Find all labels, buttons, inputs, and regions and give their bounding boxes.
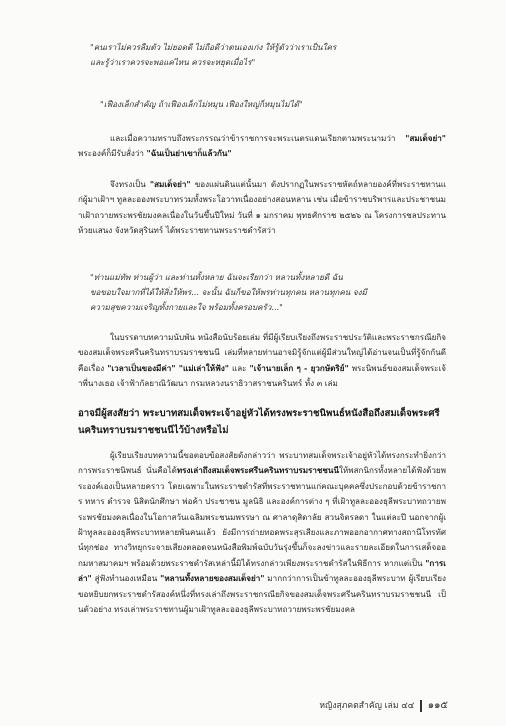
para-3-text-c: พระนิพนธ์ของสมเด็จพระเจ้าพี่นางเธอ เจ้าฟ้ากัลยาณิวัฒนา กรมหลวงนราธิวาสราชนครินทร์ ทั้ง ๓ เล่ม [78,362,447,389]
para-1-bold-a: "สมเด็จย่า" [405,133,446,143]
page-footer [319,698,448,713]
para-3-text-b: และ [229,362,250,373]
paragraph-3 [78,330,446,392]
para-4-text-c: สู่ฟังทำนองเหมือน [91,573,161,584]
quote-3-line-3: ความสุขความเจริญทั้งกายและใจ พร้อมทั้งครอบครัว..." [90,302,283,312]
quote-1-line-2: และรู้ว่าเราควรจะพอแค่ไหน ควรจะหยุดเมื่อไร" [90,57,256,67]
para-4-text-b: ให้พสกนิกรทั้งหลายได้ฟังด้วยพระองค์เองเป็นหลายคราว โดยเฉพาะในพระราชดำรัสที่พระราชทานแก่คณะบุคคลซึ่งประกอบด้วยข้าราชการ ทหาร ตำรวจ นิสิตนักศึกษา พ่อค้า ประชาชน มูลนิธิ และองค์การต่าง ๆ ที่เฝ้าทูลละอองธุลีพระบาทถวายพระพรชัยมงคลเนื่องในโอกาสวันเฉลิมพระชนมพรรษา ณ ศาลาดุสิดาลัย สวนจิตรลดา ในแต่ละปี นอกจากผู้เฝ้าทูลละอองธุลีพระบาทหลายพันคนแล้ว ยังมีการถ่ายทอดพระสุรเสียงและภาพออกอากาศทางสถานีโทรทัศน์ทุกช่อง ทางวิทยุกระจายเสียงตลอดจนหนังสือพิมพ์ฉบับวันรุ่งขึ้นก็จะลงข่าวและรายละเอียดในการเสด็จออกมหาสมาคมฯ พร้อมด้วยพระราชดำรัสเหล่านี้มิได้ทรงกล่าวเพียงพระราชดำรัสในพิธีการ หากแต่เป็น [78,465,446,568]
para-1-text-a: และเมื่อความทราบถึงพระกรรณว่าข้าราชการจะพระเนตรแดนเรียกตามพระนามว่า [110,133,406,143]
paragraph-2 [78,177,446,239]
paragraph-1 [78,131,446,162]
para-1-bold-b: "ฉันเป็นย่าเขาก็แล้วกัน" [146,148,232,159]
quote-block-2 [100,97,440,112]
quote-block-1 [90,40,430,70]
footer-separator [420,700,422,712]
para-2-bold-a: "สมเด็จย่า" [149,179,191,189]
para-2-text-a: จึงทรงเป็น [110,179,150,189]
quote-2-line: "เฟืองเล็กสำคัญ ถ้าเฟืองเล็กไม่หมุน เฟืองใหญ่ก็หมุนไม่ได้" [100,99,303,109]
quote-3-line-2: ขอขอบใจมากที่ได้ให้สิ่งให้พร... จะนั้น ฉันก็ขอให้พรท่านทุกคน หลานทุกคน จงมี [90,287,367,297]
para-4-bold-b: "การเล่า" [78,557,446,584]
para-2-text-b: ของแผ่นดินแต่นั้นมา ดังปรากฏในพระราชหัตถ์หลายองค์ที่พระราชทานแก่ผู้มาเฝ้าฯ ทูลละอองพระบาทรวมทั้งพระโอวาทเนื่องอย่างสอนหลาน เช่น เมื่อข้าราชบริพารและประชาชนมาเฝ้าถวายพระพรชัยมงคลเนื่องในวันขึ้นปีใหม่ วันที่ ๑ มกราคม พุทธศักราช ๒๕๒๖ ณ โครงการชลประทานห้วยแสนง จังหวัดสุรินทร์ ได้พระราชทานพระราชดำรัสว่า [78,179,446,236]
quote-1-line-1: "คนเราไม่ควรลืมตัว ไม่ยอดดี ไม่ถือดีว่าตนเองเก่ง ให้รู้ตัวว่าเราเป็นใคร [90,42,337,52]
para-4-text-d: มากกว่าการเป็นข้าทูลละอองธุลีพระบาท ผู้เรียบเรียงขอหยิบยกพระราชดำรัสองค์หนึ่งที่ทรงเล่าถึงพระราชกรณียกิจของสมเด็จพระศรีนครินทราบรมราชชนนี เป็นตัวอย่าง ทรงเล่าพระราชทานผู้มาเฝ้าทูลละอองธุลีพระบาทถวายพระพรชัยมงคล [78,573,446,615]
para-3-text-a: ในบรรดาบทความนับพัน หนังสือนับร้อยเล่ม ที่มีผู้เรียบเรียงถึงพระราชประวัติและพระราชกรณียกิจของสมเด็จพระศรีนครินทราบรมราชชนนี เล่มที่หลายท่านอาจมิรู้จักแต่ผู้มีส่วนใหญ่ได้อ่านจนเป็นที่รู้จักกันดี คือเรื่อง [78,332,446,373]
para-4-bold-c: "หลานทั้งหลายของสมเด็จย่า" [160,573,265,584]
para-4-bold-a: ทรงเล่าถึงสมเด็จพระศรีนครินทราบรมราชชนนี [176,465,339,476]
para-1-text-b: พระองค์ก็มีรับสั่งว่า [78,148,147,159]
section-heading: อาจมีผู้สงสัยว่า พระบาทสมเด็จพระเจ้าอยู่หัวได้ทรงพระราชนิพนธ์หนังสือถึงสมเด็จพระศรีนครินทราบรมราชชนนีไว้บ้างหรือไม่ [78,408,440,436]
page-number: ๑๑๕ [427,700,448,711]
quote-block-3 [90,270,430,315]
paragraph-4 [78,448,446,617]
para-3-bold-a: "เวลาเป็นของมีค่า" "แม่เล่าให้ฟัง" [107,362,229,373]
quote-3-line-1: "ท่านแม่ทัพ ท่านผู้ว่า และท่านทั้งหลาย ฉันจะเรียกว่า หลานทั้งหลายดี ฉัน [90,272,343,282]
para-4-text-a: ผู้เรียบเรียงบทความนี้ขอตอบข้อสงสัยดังกล่าวว่า พระบาทสมเด็จพระเจ้าอยู่หัวได้ทรงกระทำยิ่งกว่าการพระราชนิพนธ์ นั่นคือได้ [78,450,446,476]
footer-book-title: หญิงสุภคตสำคัญ เล่ม ๔๔ [319,701,415,711]
para-3-bold-b: "เจ้านายเล็ก ๆ - ยุวกษัตริย์" [249,362,349,373]
